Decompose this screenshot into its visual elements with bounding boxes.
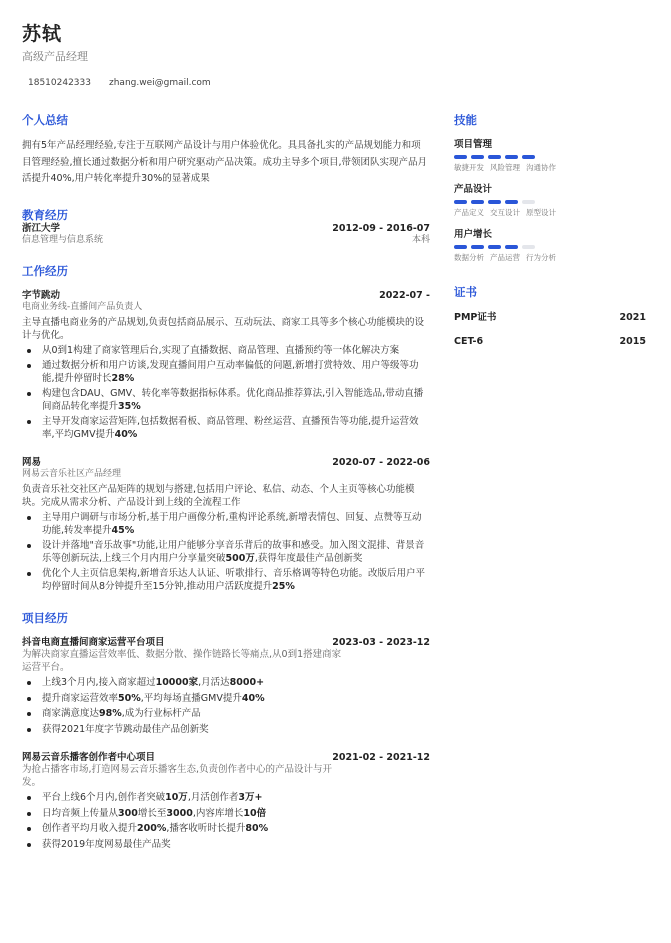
level-dot-filled [505, 245, 518, 249]
skill-item [454, 184, 646, 218]
skill-name: 项目管理 [454, 139, 493, 150]
level-dot-filled [488, 155, 501, 159]
skill-tag: 敏捷开发 [454, 163, 484, 172]
project-name: 抖音电商直播间商家运营平台项目 [22, 637, 165, 648]
skill-tag: 行为分析 [526, 253, 556, 262]
summary-text: 拥有5年产品经理经验,专注于互联网产品设计与用户体验优化。具具备扎实的产品规划能力和项目管理经验,擅长通过数据分析和用户研究驱动产品决策。成功主导多个项目,带领团队实现产品月活提升40%,用户转化率提升30%的显著成果 [22, 140, 428, 184]
skill-name: 用户增长 [454, 229, 493, 240]
project-entry [22, 637, 430, 736]
skill-level-meter [454, 200, 646, 204]
skill-level-meter [454, 155, 646, 159]
level-dot-filled [505, 200, 518, 204]
sidebar-column [454, 113, 646, 348]
job-period: 2022-07 - [379, 289, 430, 301]
skill-name: 产品设计 [454, 184, 493, 195]
achievement-item: 创作者平均月收入提升200%,播客收听时长提升80% [22, 823, 430, 836]
level-dot-filled [488, 200, 501, 204]
level-dot-empty [522, 200, 535, 204]
skill-tag: 产品定义 [454, 208, 484, 217]
achievement-item: 上线3个月内,接入商家超过10000家,月活达8000+ [22, 677, 430, 690]
company-name: 网易 [22, 457, 42, 468]
level-dot-filled [454, 155, 467, 159]
email-address: zhang.wei@gmail.com [109, 78, 211, 88]
skill-tags [454, 163, 646, 173]
skill-item [454, 139, 646, 173]
achievement-item: 提升商家运营效率50%,平均每场直播GMV提升40% [22, 693, 430, 706]
achievement-item: 从0到1构建了商家管理后台,实现了直播数据、商品管理、直播预约等一体化解决方案 [22, 345, 430, 358]
project-description: 为解决商家直播运营效率低、数据分散、操作链路长等痛点,从0到1搭建商家运营平台。 [22, 649, 342, 673]
work-section [22, 264, 430, 594]
person-name: 苏轼 [22, 23, 63, 45]
skills-section [454, 113, 646, 263]
job-title: 高级产品经理 [22, 50, 88, 63]
job-role: 网易云音乐社区产品经理 [22, 469, 122, 479]
achievement-item: 主导开发商家运营矩阵,包括数据看板、商品管理、粉丝运营、直播预告等功能,提升运营效率,平均GMV提升40% [22, 416, 430, 441]
level-dot-filled [471, 245, 484, 249]
achievement-item: 日均音频上传量从300增长至3000,内容库增长10倍 [22, 808, 430, 821]
skill-level-meter [454, 245, 646, 249]
level-dot-filled [454, 245, 467, 249]
level-dot-filled [488, 245, 501, 249]
achievement-item: 平台上线6个月内,创作者突破10万,月活创作者3万+ [22, 792, 430, 805]
degree: 本科 [411, 234, 430, 245]
job-role: 电商业务线-直播间产品负责人 [22, 301, 143, 312]
skill-tag: 产品运营 [490, 253, 520, 262]
level-dot-filled [471, 155, 484, 159]
project-achievements [22, 677, 430, 736]
company-name: 字节跳动 [22, 289, 61, 301]
certificate-year: 2021 [619, 312, 646, 323]
certificate-row [454, 336, 646, 348]
education-period: 2012-09 - 2016-07 [332, 222, 430, 234]
projects-section [22, 611, 430, 851]
job-period: 2020-07 - 2022-06 [332, 457, 430, 468]
achievement-item: 优化个人主页信息架构,新增音乐达人认证、听歌排行、音乐格调等特色功能。改版后用户平均停留时间从8分钟提升至15分钟,推动用户活跃度提升25% [22, 568, 430, 593]
certificates-heading: 证书 [454, 285, 477, 299]
job-entry [22, 457, 430, 593]
major: 信息管理与信息系统 [22, 234, 104, 245]
education-detail-row [22, 235, 430, 246]
skill-tag: 沟通协作 [526, 163, 556, 172]
skill-tags [454, 208, 646, 218]
achievement-item: 主导用户调研与市场分析,基于用户画像分析,重构评论系统,新增表情包、回复、点赞等互动功能,转发率提升45% [22, 512, 430, 537]
skill-item [454, 229, 646, 263]
education-row [22, 223, 430, 235]
project-entry [22, 752, 430, 851]
level-dot-empty [522, 245, 535, 249]
project-description: 为抢占播客市场,打造网易云音乐播客生态,负责创作者中心的产品设计与开发。 [22, 764, 333, 788]
contact-info [22, 77, 211, 89]
achievement-item: 商家满意度达98%,成为行业标杆产品 [22, 708, 430, 721]
job-achievements [22, 345, 430, 442]
job-achievements [22, 512, 430, 593]
skill-tag: 风险管理 [490, 163, 520, 172]
achievement-item: 构建包含DAU、GMV、转化率等数据指标体系。优化商品推荐算法,引入智能选品,带动直播间商品转化率提升35% [22, 388, 430, 413]
job-entry [22, 290, 430, 442]
skill-tag: 数据分析 [454, 253, 484, 262]
skills-heading: 技能 [454, 113, 477, 127]
certificate-name: PMP证书 [454, 312, 497, 323]
projects-heading: 项目经历 [22, 611, 68, 625]
achievement-item: 获得2019年度网易最佳产品奖 [22, 839, 430, 852]
certificate-name: CET-6 [454, 336, 484, 347]
skill-tags [454, 253, 646, 263]
work-heading: 工作经历 [22, 263, 68, 278]
summary-heading: 个人总结 [22, 113, 68, 127]
level-dot-filled [505, 155, 518, 159]
certificate-row [454, 312, 646, 324]
project-achievements [22, 792, 430, 851]
main-column [22, 113, 430, 851]
skill-tag: 原型设计 [526, 208, 556, 217]
level-dot-filled [522, 155, 535, 159]
education-heading: 教育经历 [22, 207, 68, 222]
summary-section [22, 113, 430, 188]
achievement-item: 通过数据分析和用户访谈,发现直播间用户互动率偏低的问题,新增打赏特效、用户等级等功能,提升停留时长28% [22, 360, 430, 385]
project-period: 2023-03 - 2023-12 [332, 637, 430, 648]
certificate-year: 2015 [619, 336, 646, 347]
phone-number: 18510242333 [28, 78, 91, 88]
project-name: 网易云音乐播客创作者中心项目 [22, 752, 156, 763]
achievement-item: 设计并落地"音乐故事"功能,让用户能够分享音乐背后的故事和感受。加入图文混排、背景音乐等创新玩法,上线三个月内用户分享量突破500万,获得年度最佳产品创新奖 [22, 540, 430, 565]
level-dot-filled [471, 200, 484, 204]
achievement-item: 获得2021年度字节跳动最佳产品创新奖 [22, 724, 430, 737]
skill-tag: 交互设计 [490, 208, 520, 217]
certificates-section [454, 285, 646, 348]
job-description: 主导直播电商业务的产品规划,负责包括商品展示、互动玩法、商家工具等多个核心功能模块的设计与优化。 [22, 316, 425, 341]
school-name: 浙江大学 [22, 222, 61, 234]
level-dot-filled [454, 200, 467, 204]
job-description: 负责音乐社交社区产品矩阵的规划与搭建,包括用户评论、私信、动态、个人主页等核心功能模块。完成从需求分析、产品设计到上线的全流程工作 [22, 484, 415, 508]
project-period: 2021-02 - 2021-12 [332, 752, 430, 763]
education-section [22, 208, 430, 246]
resume-header [22, 22, 211, 89]
